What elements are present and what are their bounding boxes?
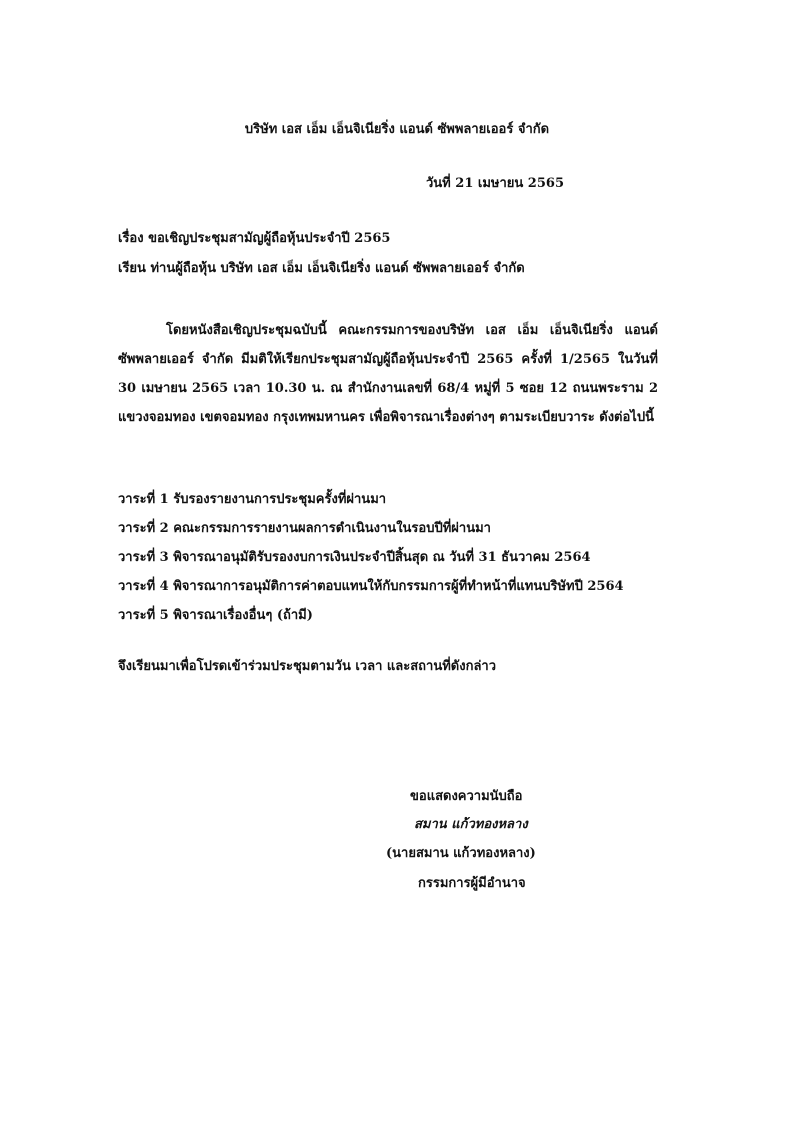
signature-title: กรรมการผู้มีอำนาจ: [418, 876, 526, 891]
agenda-item: วาระที่ 4 พิจารณาการอนุมัติการค่าตอบแทนให้กับกรรมการผู้ที่ทำหน้าที่แทนบริษัทปี 2564: [118, 579, 624, 594]
letter-subject: เรื่อง ขอเชิญประชุมสามัญผู้ถือหุ้นประจำปี 2565: [118, 231, 391, 246]
letter-recipient: เรียน ท่านผู้ถือหุ้น บริษัท เอส เอ็ม เอ็นจิเนียริ่ง แอนด์ ซัพพลายเออร์ จำกัด: [118, 261, 525, 276]
company-title: บริษัท เอส เอ็ม เอ็นจิเนียริ่ง แอนด์ ซัพพลายเออร์ จำกัด: [244, 122, 550, 137]
signature-signed-name: สมาน แก้วทองหลาง: [414, 817, 528, 832]
letter-date: วันที่ 21 เมษายน 2565: [426, 176, 564, 191]
agenda-item: วาระที่ 2 คณะกรรมการรายงานผลการดำเนินงานในรอบปีที่ผ่านมา: [118, 521, 491, 536]
signature-printed-name: (นายสมาน แก้วทองหลาง): [386, 846, 536, 861]
signature-regards: ขอแสดงความนับถือ: [410, 789, 523, 804]
closing-statement: จึงเรียนมาเพื่อโปรดเข้าร่วมประชุมตามวัน เวลา และสถานที่ดังกล่าว: [118, 659, 497, 674]
agenda-item: วาระที่ 3 พิจารณาอนุมัติรับรองงบการเงินประจำปีสิ้นสุด ณ วันที่ 31 ธันวาคม 2564: [118, 550, 591, 565]
agenda-list: [118, 485, 624, 630]
letter-body: โดยหนังสือเชิญประชุมฉบับนี้ คณะกรรมการของบริษัท เอส เอ็ม เอ็นจิเนียริ่ง แอนด์ ซัพพลายเออร์ จำกัด มีมติให้เรียกประชุมสามัญผู้ถือหุ้นประจำปี 2565 ครั้งที่ 1/2565 ในวันที่ 30 เมษายน 2565 เวลา 10.30 น. ณ สำนักงานเลขที่ 68/4 หมู่ที่ 5 ซอย 12 ถนนพระราม 2 แขวงจอมทอง เขตจอมทอง กรุงเทพมหานคร เพื่อพิจารณาเรื่องต่างๆ ตามระเบียบวาระ ดังต่อไปนี้: [118, 323, 658, 425]
agenda-item: วาระที่ 5 พิจารณาเรื่องอื่นๆ (ถ้ามี): [118, 608, 313, 623]
agenda-item: วาระที่ 1 รับรองรายงานการประชุมครั้งที่ผ่านมา: [118, 492, 387, 507]
